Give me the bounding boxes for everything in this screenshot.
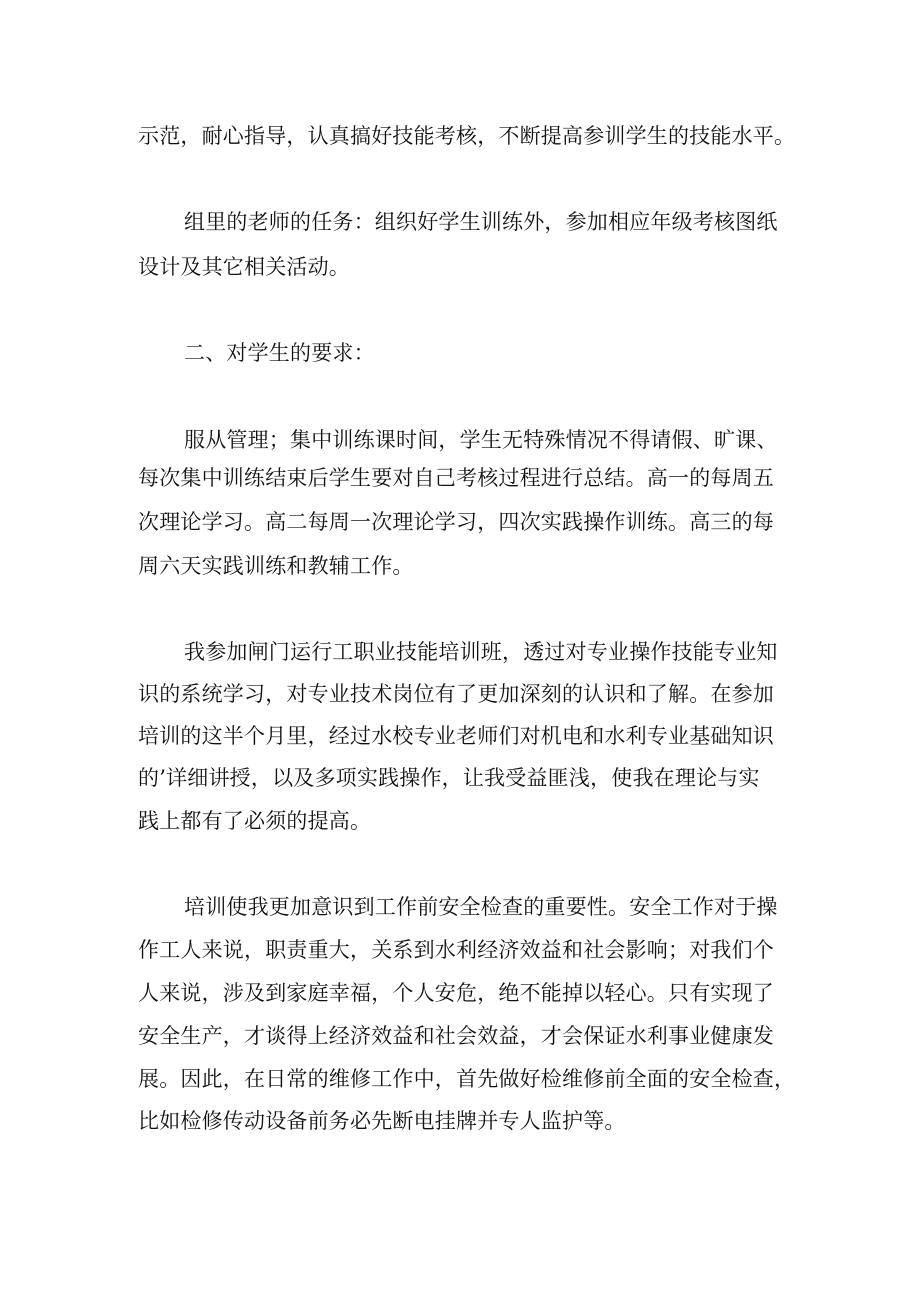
paragraph-line: 我参加闸门运行工职业技能培训班，透过对专业操作技能专业知 [184, 640, 778, 664]
section-heading: 二、对学生的要求： [184, 341, 375, 365]
paragraph-line: 的’详细讲授，以及多项实践操作，让我受益匪浅，使我在理论与实 [138, 766, 760, 790]
paragraph-line: 组里的老师的任务：组织好学生训练外，参加相应年级考核图纸 [184, 210, 778, 234]
paragraph-line: 人来说，涉及到家庭幸福，个人安危，绝不能掉以轻心。只有实现了 [138, 981, 774, 1005]
paragraph-line: 比如检修传动设备前务必先断电挂牌并专人监护等。 [138, 1109, 626, 1133]
paragraph-line: 安全生产，才谈得上经济效益和社会效益，才会保证水利事业健康发 [138, 1024, 774, 1048]
paragraph-line: 每次集中训练结束后学生要对自己考核过程进行总结。高一的每周五 [138, 466, 774, 490]
paragraph-line: 展。因此，在日常的维修工作中，首先做好检维修前全面的安全检查， [138, 1067, 796, 1091]
paragraph-line: 服从管理；集中训练课时间，学生无特殊情况不得请假、旷课、 [184, 428, 778, 452]
paragraph-line: 作工人来说，职责重大，关系到水利经济效益和社会影响；对我们个 [138, 938, 774, 962]
paragraph-line: 培训使我更加意识到工作前安全检查的重要性。安全工作对于操 [184, 895, 778, 919]
paragraph-line: 识的系统学习，对专业技术岗位有了更加深刻的认识和了解。在参加 [138, 682, 774, 706]
paragraph-line: 践上都有了必须的提高。 [138, 809, 372, 833]
paragraph-line: 次理论学习。高二每周一次理论学习，四次实践操作训练。高三的每 [138, 510, 774, 534]
paragraph-line: 示范，耐心指导，认真搞好技能考核，不断提高参训学生的技能水平。 [138, 124, 796, 148]
paragraph-line: 周六天实践训练和教辅工作。 [138, 554, 414, 578]
paragraph-line: 培训的这半个月里，经过水校专业老师们对机电和水利专业基础知识 [138, 724, 774, 748]
paragraph-line: 设计及其它相关活动。 [138, 255, 350, 279]
